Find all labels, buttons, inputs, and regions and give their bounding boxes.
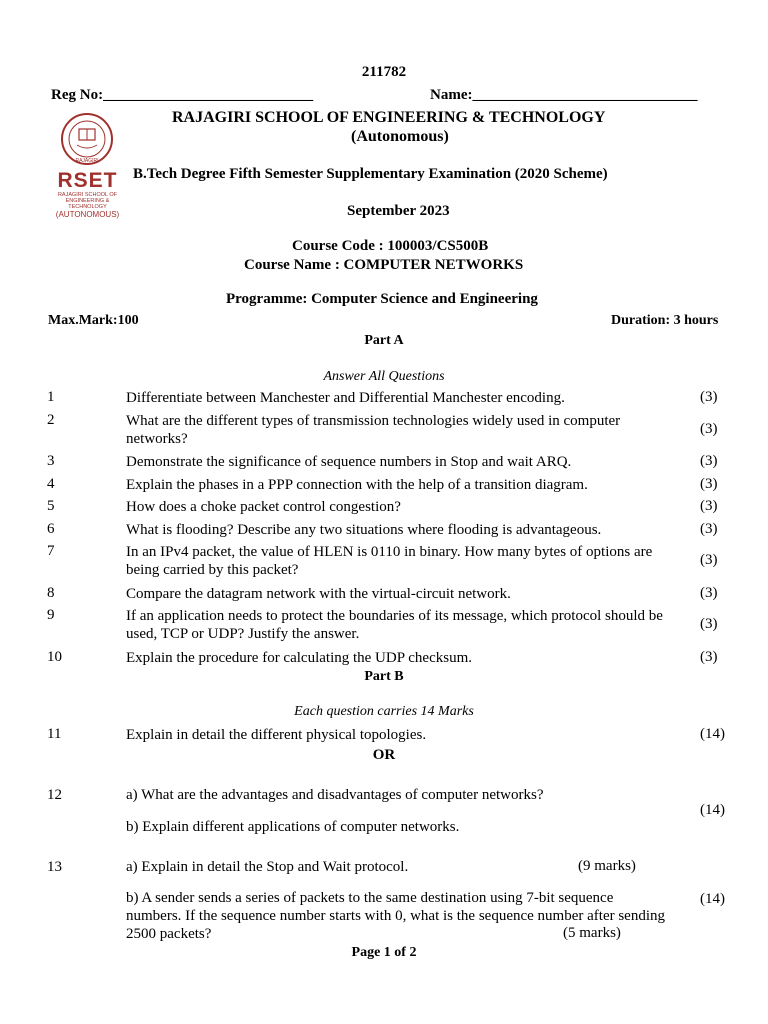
reg-no-blank: ____________________________ — [103, 87, 314, 103]
question-part-a: a) Explain in detail the Stop and Wait protocol. — [126, 859, 409, 875]
question-marks: (3) — [700, 498, 718, 514]
part-a-title: Part A — [364, 333, 404, 348]
question-number: 6 — [47, 521, 55, 537]
question-marks: (3) — [700, 389, 718, 405]
course-name: Course Name : COMPUTER NETWORKS — [244, 257, 524, 273]
reg-no-label: Reg No: — [51, 87, 104, 103]
question-text: In an IPv4 packet, the value of HLEN is 0110 in binary. How many bytes of options are being carried by this packet? — [126, 544, 653, 578]
logo-abbr: RSET — [57, 169, 118, 192]
reg-no-field — [51, 87, 313, 104]
question-text: What are the different types of transmission technologies widely used in computer networks? — [126, 413, 621, 447]
institution-status: (Autonomous) — [351, 128, 449, 145]
question-number: 1 — [47, 389, 55, 405]
question-text: What is flooding? Describe any two situations where flooding is advantageous. — [126, 522, 602, 538]
logo-line2: ENGINEERING & TECHNOLOGY — [65, 198, 110, 210]
institution-logo — [50, 113, 125, 220]
exam-session: September 2023 — [347, 203, 450, 219]
question-text: Explain in detail the different physical topologies. — [126, 727, 427, 743]
question-marks: (3) — [700, 649, 718, 665]
logo-line1: RAJAGIRI SCHOOL OF — [57, 192, 118, 198]
programme: Programme: Computer Science and Engineering — [226, 291, 538, 307]
seal-text: RAJAGIRI — [75, 158, 99, 164]
question-number: 12 — [47, 787, 62, 803]
question-part-b: b) Explain different applications of computer networks. — [126, 819, 460, 835]
question-text: Demonstrate the significance of sequence numbers in Stop and wait ARQ. — [126, 454, 572, 470]
question-number: 3 — [47, 453, 55, 469]
question-part-b-marks: (5 marks) — [563, 925, 621, 941]
question-text: If an application needs to protect the boundaries of its message, which protocol should be used, TCP or UDP? Justify the answer. — [126, 608, 663, 642]
question-number: 11 — [47, 726, 62, 742]
question-number: 13 — [47, 859, 62, 875]
question-marks: (3) — [700, 453, 718, 469]
question-marks: (14) — [700, 726, 725, 742]
question-number: 2 — [47, 412, 55, 428]
part-b-title: Part B — [364, 669, 404, 684]
question-marks: (3) — [700, 521, 718, 537]
question-number: 8 — [47, 585, 55, 601]
max-mark: Max.Mark:100 — [48, 313, 139, 328]
part-a-instruction: Answer All Questions — [323, 369, 445, 384]
question-marks: (3) — [700, 552, 718, 568]
question-number: 4 — [47, 476, 55, 492]
question-marks: (3) — [700, 476, 718, 492]
exam-title: B.Tech Degree Fifth Semester Supplementary Examination (2020 Scheme) — [133, 166, 608, 182]
question-part-a-marks: (9 marks) — [578, 858, 636, 874]
question-text: Differentiate between Manchester and Differential Manchester encoding. — [126, 390, 565, 406]
question-part-b: b) A sender sends a series of packets to the same destination using 7-bit sequence numbers. If the sequence number starts with 0, what is the sequence number after sending 2500 packets? — [126, 890, 666, 942]
page-number: Page 1 of 2 — [351, 945, 417, 960]
question-number: 7 — [47, 543, 55, 559]
question-number: 9 — [47, 607, 55, 623]
question-marks: (3) — [700, 421, 718, 437]
or-separator: OR — [372, 747, 396, 763]
question-number: 10 — [47, 649, 62, 665]
question-text: Explain the procedure for calculating the UDP checksum. — [126, 650, 472, 666]
institution-name: RAJAGIRI SCHOOL OF ENGINEERING & TECHNOLOGY — [172, 109, 606, 126]
part-b-instruction: Each question carries 14 Marks — [294, 704, 474, 719]
question-marks: (14) — [700, 802, 725, 818]
course-code: Course Code : 100003/CS500B — [292, 238, 489, 254]
question-marks: (3) — [700, 616, 718, 632]
question-part-a: a) What are the advantages and disadvantages of computer networks? — [126, 787, 544, 803]
question-text: Compare the datagram network with the virtual-circuit network. — [126, 586, 511, 602]
name-field — [430, 87, 697, 104]
question-number: 5 — [47, 498, 55, 514]
question-marks: (14) — [700, 891, 725, 907]
name-label: Name: — [430, 87, 473, 103]
logo-line3: (AUTONOMOUS) — [55, 210, 120, 219]
duration: Duration: 3 hours — [611, 313, 719, 328]
name-blank: ______________________________ — [472, 87, 698, 103]
paper-code: 211782 — [361, 64, 407, 80]
question-marks: (3) — [700, 585, 718, 601]
rajagiri-seal-icon — [50, 113, 125, 165]
question-text: How does a choke packet control congestion? — [126, 499, 401, 515]
question-text: Explain the phases in a PPP connection with the help of a transition diagram. — [126, 477, 588, 493]
